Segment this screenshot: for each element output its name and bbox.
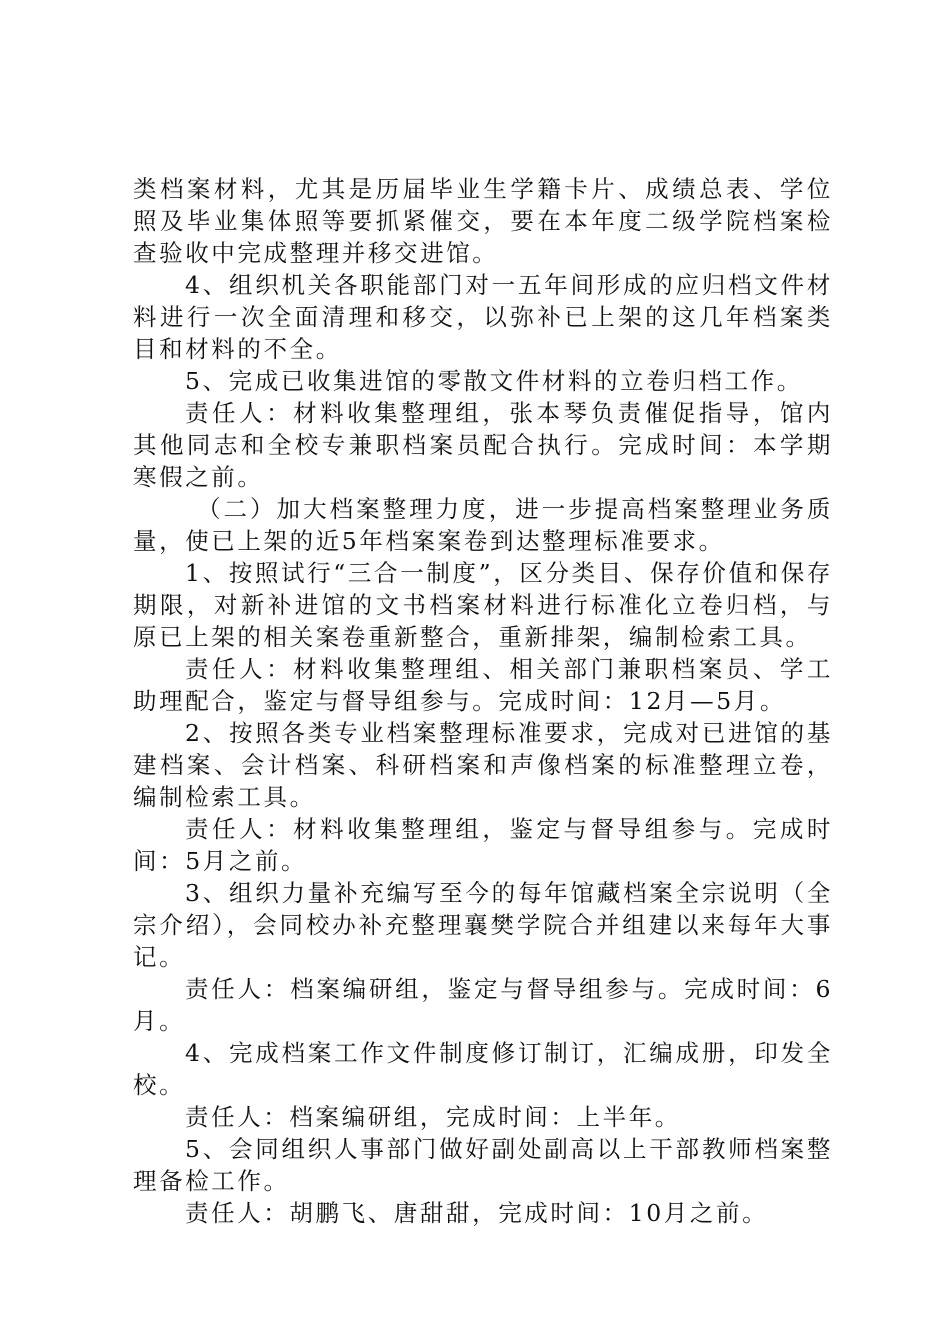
section-heading-2: （二）加大档案整理力度，进一步提高档案整理业务质量，使已上架的近5年档案案卷到达整理标准要求。: [133, 495, 833, 555]
paragraph-item-2-professional: 2、按照各类专业档案整理标准要求，完成对已进馆的基建档案、会计档案、科研档案和声像档案的标准整理立卷，编制检索工具。: [133, 719, 833, 811]
paragraph-item-3-fonds: 3、组织力量补充编写至今的每年馆藏档案全宗说明（全宗介绍），会同校办补充整理襄樊学院合并组建以来每年大事记。: [133, 879, 833, 971]
paragraph-responsibility-5: 责任人：档案编研组，完成时间：上半年。: [185, 1103, 681, 1131]
paragraph-item-1-standardize: 1、按照试行“三合一制度”，区分类目、保存价值和保存期限，对新补进馆的文书档案材料进行标准化立卷归档，与原已上架的相关案卷重新整合，重新排架，编制检索工具。: [133, 559, 833, 651]
paragraph-item-4-regulations: 4、完成档案工作文件制度修订制订，汇编成册，印发全校。: [133, 1039, 833, 1099]
paragraph-responsibility-2: 责任人：材料收集整理组、相关部门兼职档案员、学工助理配合，鉴定与督导组参与。完成时间：12月—5月。: [133, 655, 833, 715]
document-body: [133, 173, 833, 1229]
paragraph-responsibility-1: 责任人：材料收集整理组，张本琴负责催促指导，馆内其他同志和全校专兼职档案员配合执行。完成时间：本学期寒假之前。: [133, 399, 833, 491]
paragraph-item-5-personnel: 5、会同组织人事部门做好副处副高以上干部教师档案整理备检工作。: [133, 1135, 833, 1195]
paragraph-continued-materials: 类档案材料，尤其是历届毕业生学籍卡片、成绩总表、学位照及毕业集体照等要抓紧催交，要在本年度二级学院档案检查验收中完成整理并移交进馆。: [133, 175, 833, 267]
paragraph-item-4-cleanup: 4、组织机关各职能部门对一五年间形成的应归档文件材料进行一次全面清理和移交，以弥补已上架的这几年档案类目和材料的不全。: [133, 271, 833, 363]
paragraph-responsibility-4: 责任人：档案编研组，鉴定与督导组参与。完成时间：6月。: [133, 975, 833, 1035]
paragraph-responsibility-6: 责任人：胡鹏飞、唐甜甜，完成时间：10月之前。: [185, 1199, 769, 1227]
paragraph-responsibility-3: 责任人：材料收集整理组，鉴定与督导组参与。完成时间：5月之前。: [133, 815, 833, 875]
paragraph-item-5-filing: 5、完成已收集进馆的零散文件材料的立卷归档工作。: [185, 367, 803, 395]
